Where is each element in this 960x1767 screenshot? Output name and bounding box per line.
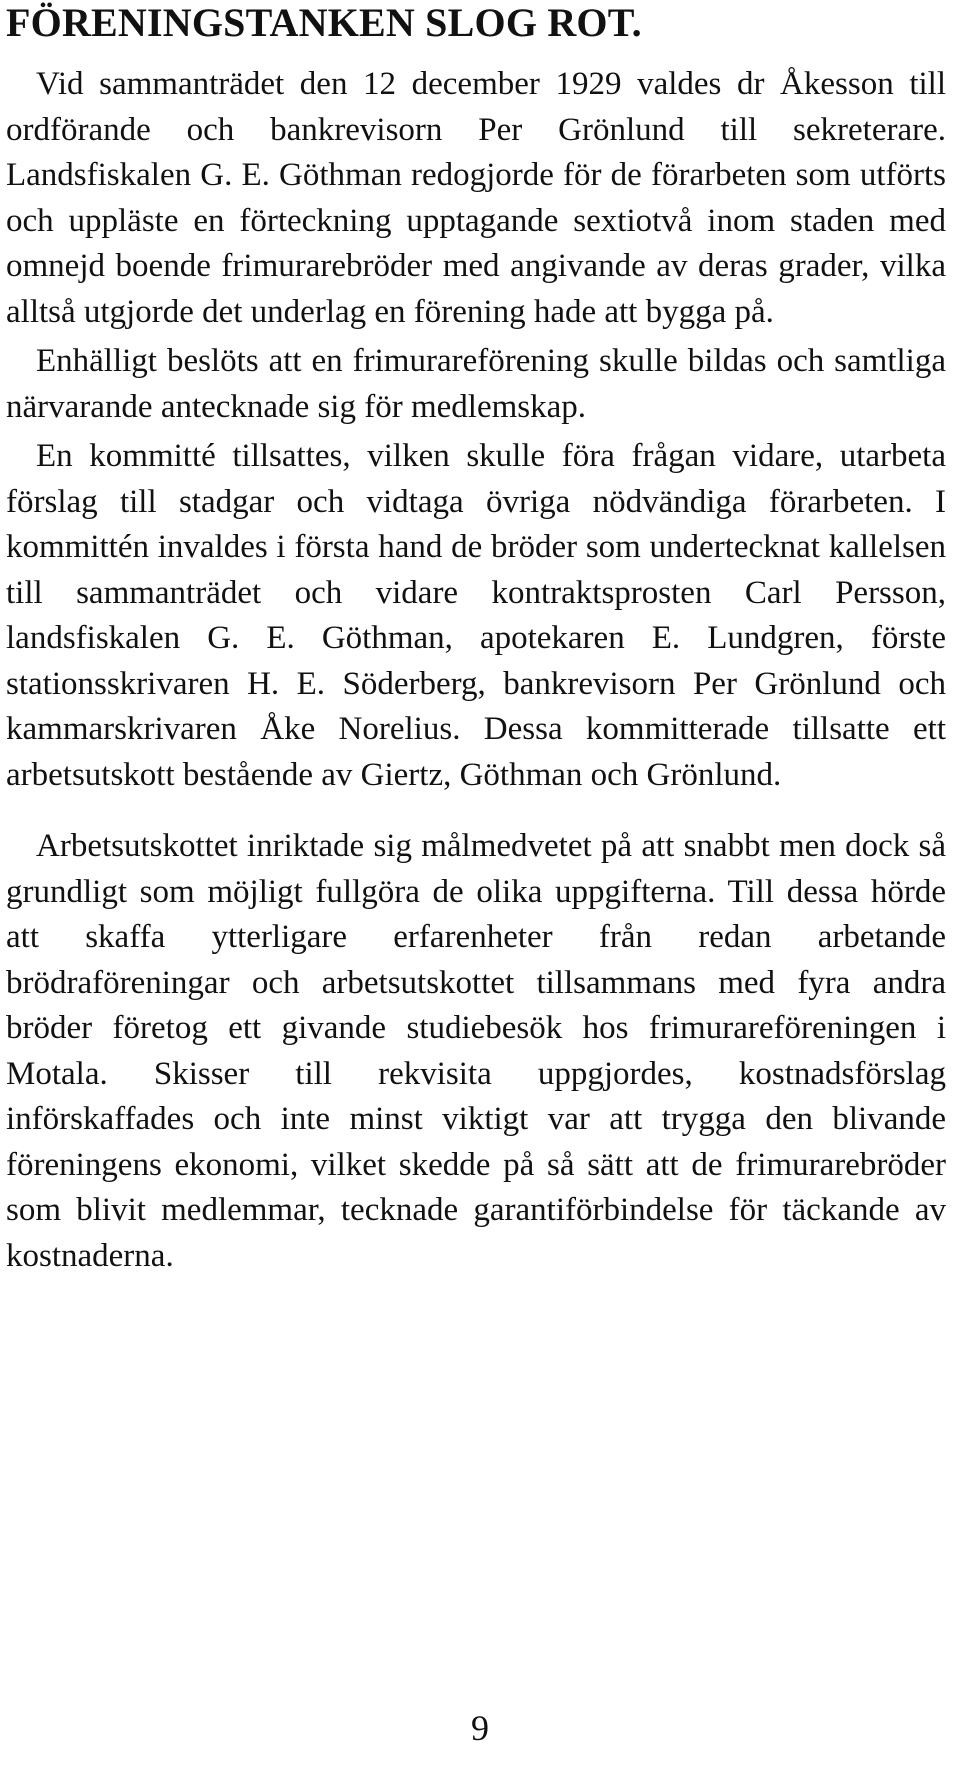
paragraph-working-committee: Arbetsutskottet inriktade sig målmedvetet på att snabbt men dock så grundligt som möjligt fullgöra de olika uppgifterna. Till dessa hörde att skaffa ytterligare erfarenheter från redan arbetande brödraföreningar och arbetsutskottet tillsammans med fyra andra bröder företog ett givande studiebesök hos frimurareföreningen i Motala. Skisser till rekvisita uppgjordes, kostnadsförslag införskaffades och inte minst viktigt var att trygga den blivande föreningens ekonomi, vilket skedde på så sätt att de frimurarebröder som blivit medlemmar, tecknade garantiförbindelse för täckande av kostnaderna. — [6, 828, 946, 1274]
page-content — [6, 0, 946, 1279]
paragraph-committee: En kommitté tillsattes, vilken skulle föra frågan vidare, utarbeta förslag till stadgar och vidtaga övriga nödvändiga förarbeten. I kommittén invaldes i första hand de bröder som undertecknat kallelsen till sammanträdet och vidare kontraktsprosten Carl Persson, landsfiskalen G. E. Göthman, apotekaren E. Lundgren, förste stationsskrivaren H. E. Söderberg, bankrevisorn Per Grönlund och kammarskrivaren Åke Norelius. Dessa kommitterade tillsatte ett arbetsutskott bestående av Giertz, Göthman och Grönlund. — [6, 438, 946, 793]
paragraph-decision: Enhälligt beslöts att en frimurareförening skulle bildas och samtliga närvarande antecknade sig för medlemskap. — [6, 343, 946, 425]
page-number: 9 — [471, 1708, 489, 1748]
section-heading: FÖRENINGSTANKEN SLOG ROT. — [6, 0, 642, 45]
paragraph-election: Vid sammanträdet den 12 december 1929 valdes dr Åkesson till ordförande och bankrevisorn Per Grönlund till sekreterare. Landsfiskalen G. E. Göthman redogjorde för de förarbeten som utförts och uppläste en förteckning upptagande sextiotvå inom staden med omnejd boende frimurarebröder med angivande av deras grader, vilka alltså utgjorde det underlag en förening hade att bygga på. — [6, 66, 946, 330]
